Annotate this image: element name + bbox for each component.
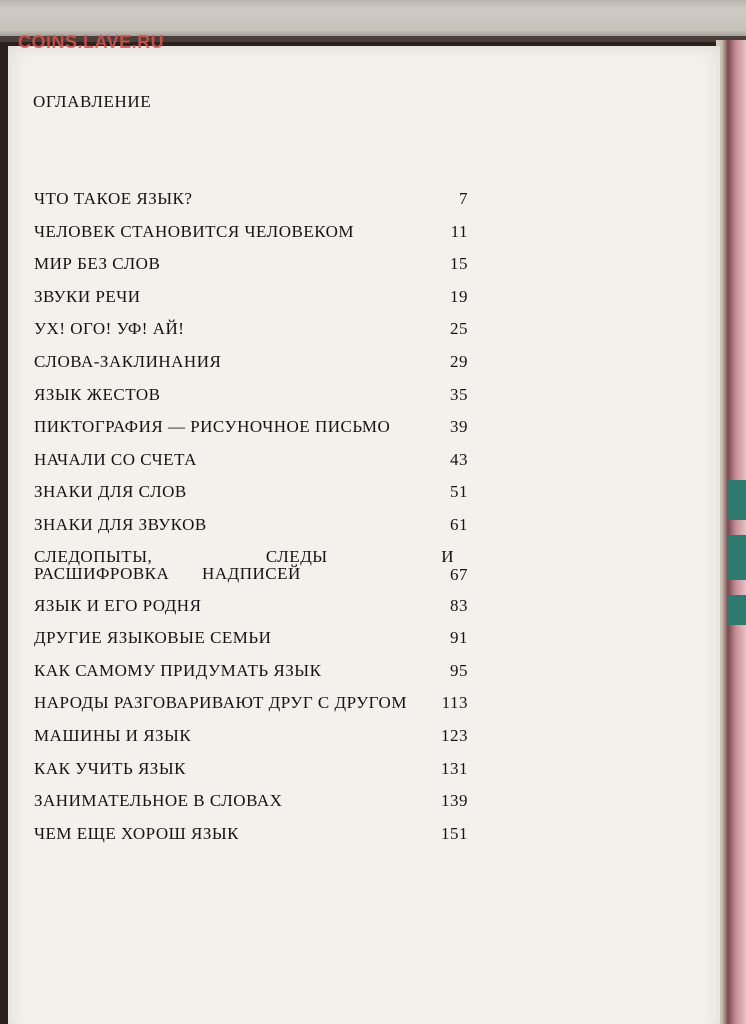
toc-entry xyxy=(30,482,470,515)
toc-entry-page-number: 25 xyxy=(450,319,468,339)
toc-entry-title: КАК САМОМУ ПРИДУМАТЬ ЯЗЫК xyxy=(34,660,322,680)
toc-entry-page-number: 35 xyxy=(450,384,468,404)
toc-entry xyxy=(30,726,470,759)
toc-entry-title: ЧЕМ ЕЩЕ ХОРОШ ЯЗЫК xyxy=(34,823,240,843)
toc-entry-title: ПИКТОГРАФИЯ — РИСУНОЧНОЕ ПИСЬМО xyxy=(34,417,391,437)
toc-entry-page-number: 15 xyxy=(450,254,468,274)
toc-entry xyxy=(30,693,470,726)
toc-entry-page-number: 139 xyxy=(441,791,468,811)
watermark: COINS.LAVE.RU xyxy=(18,32,165,52)
toc-entry xyxy=(30,515,470,548)
toc-entry xyxy=(30,385,470,418)
toc-heading: ОГЛАВЛЕНИЕ xyxy=(33,92,152,111)
toc-entry-page-number: 151 xyxy=(441,823,468,843)
toc-entry-title: ЯЗЫК И ЕГО РОДНЯ xyxy=(34,595,202,615)
toc-entry xyxy=(30,450,470,483)
toc-entry-page-number: 61 xyxy=(450,514,468,534)
toc-entry-title: ЗНАКИ ДЛЯ ЗВУКОВ xyxy=(34,514,207,534)
toc-entry-page-number: 113 xyxy=(441,693,468,713)
toc-entry xyxy=(30,661,470,694)
toc-entry-title: СЛЕДОПЫТЫ, СЛЕДЫ И РАСШИФРОВКА НАДПИСЕЙ xyxy=(34,546,454,583)
toc-entry-page-number: 39 xyxy=(450,417,468,437)
toc-entry-page-number: 11 xyxy=(450,221,468,241)
toc-entry xyxy=(30,548,470,596)
toc-entry xyxy=(30,759,470,792)
toc-entry-title: НАЧАЛИ СО СЧЕТА xyxy=(34,449,197,469)
toc-entry-page-number: 7 xyxy=(459,189,468,208)
toc-list xyxy=(30,189,470,856)
toc-entry-title: ЧЕЛОВЕК СТАНОВИТСЯ ЧЕЛОВЕКОМ xyxy=(34,221,355,241)
toc-entry xyxy=(30,189,470,222)
toc-entry xyxy=(30,791,470,824)
toc-entry xyxy=(30,222,470,255)
toc-entry xyxy=(30,352,470,385)
cover-accent-stripe xyxy=(728,480,746,520)
toc-entry xyxy=(30,319,470,352)
toc-entry-title: ДРУГИЕ ЯЗЫКОВЫЕ СЕМЬИ xyxy=(34,628,272,648)
toc-entry-page-number: 67 xyxy=(450,564,468,584)
toc-entry-title: НАРОДЫ РАЗГОВАРИВАЮТ ДРУГ С ДРУГОМ xyxy=(34,693,407,713)
toc-entry-title: ЗНАКИ ДЛЯ СЛОВ xyxy=(34,482,187,502)
toc-entry xyxy=(30,254,470,287)
toc-entry xyxy=(30,287,470,320)
toc-entry-page-number: 43 xyxy=(450,449,468,469)
toc-entry-page-number: 95 xyxy=(450,660,468,680)
book-cover-edge xyxy=(716,40,746,1024)
toc-entry-title: КАК УЧИТЬ ЯЗЫК xyxy=(34,758,186,778)
toc-entry-title: СЛОВА-ЗАКЛИНАНИЯ xyxy=(34,351,222,371)
cover-accent-stripe xyxy=(728,535,746,580)
toc-entry xyxy=(30,417,470,450)
toc-entry-title: ЗАНИМАТЕЛЬНОЕ В СЛОВАХ xyxy=(34,791,283,811)
toc-entry-title: ЗВУКИ РЕЧИ xyxy=(34,286,141,306)
toc-entry xyxy=(30,596,470,629)
toc-entry-title: ЧТО ТАКОЕ ЯЗЫК? xyxy=(34,189,193,208)
toc-entry-page-number: 51 xyxy=(450,482,468,502)
book-page xyxy=(8,46,720,1024)
toc-entry-page-number: 131 xyxy=(441,758,468,778)
toc-entry-title: УХ! ОГО! УФ! АЙ! xyxy=(34,319,185,339)
cover-accent-stripe xyxy=(728,595,746,625)
toc-entry-page-number: 83 xyxy=(450,595,468,615)
toc-entry-page-number: 19 xyxy=(450,286,468,306)
toc-entry-page-number: 91 xyxy=(450,628,468,648)
toc-entry-title: МИР БЕЗ СЛОВ xyxy=(34,254,161,274)
toc-entry xyxy=(30,824,470,857)
toc-entry-page-number: 123 xyxy=(441,725,468,745)
toc-entry xyxy=(30,628,470,661)
toc-entry-title: ЯЗЫК ЖЕСТОВ xyxy=(34,384,161,404)
toc-entry-page-number: 29 xyxy=(450,351,468,371)
toc-entry-title: МАШИНЫ И ЯЗЫК xyxy=(34,725,192,745)
